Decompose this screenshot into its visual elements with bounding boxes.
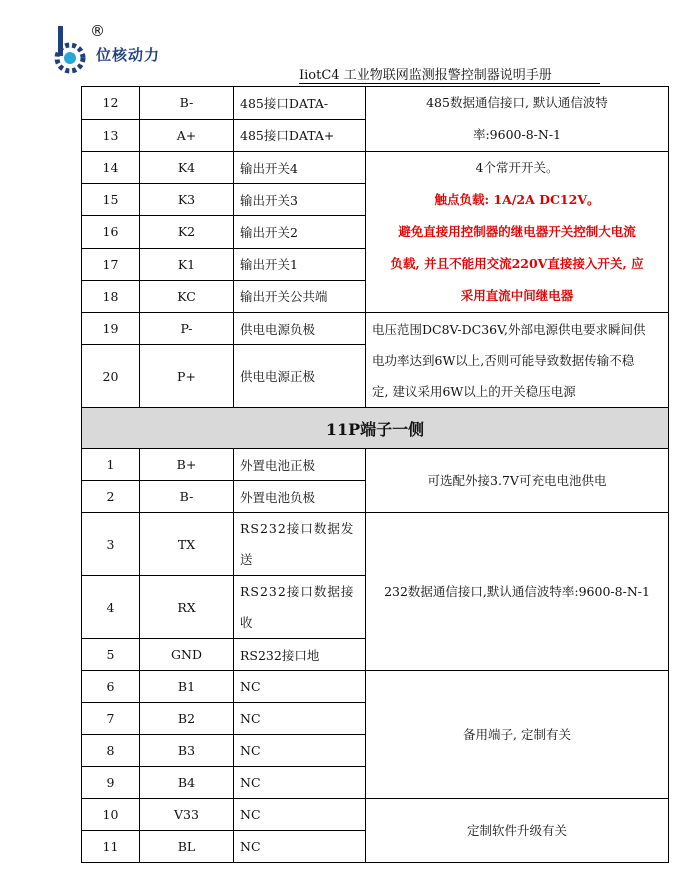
table-row — [82, 152, 669, 184]
pin-number: 1 — [82, 449, 140, 481]
pin-name: RX — [140, 576, 234, 639]
table-row — [82, 87, 669, 120]
pin-name: K2 — [140, 216, 234, 248]
pin-name: K3 — [140, 184, 234, 216]
pin-number: 14 — [82, 152, 140, 184]
brand-name: 位核动力 — [96, 46, 161, 64]
pin-description-spare: 备用端子, 定制有关 — [366, 671, 669, 799]
desc-line-warning: 负载, 并且不能用交流220V直接接入开关, 应 — [390, 256, 644, 271]
pin-function: 输出开关4 — [234, 152, 366, 184]
pin-description-232: 232数据通信接口,默认通信波特率:9600-8-N-1 — [366, 513, 669, 671]
desc-line: 485数据通信接口, 默认通信波特 — [426, 95, 608, 110]
pin-number: 4 — [82, 576, 140, 639]
pin-function — [234, 576, 366, 639]
pin-number: 13 — [82, 119, 140, 152]
func-line: 收 — [240, 615, 254, 630]
desc-line: 定, 建议采用6W以上的开关稳压电源 — [372, 383, 576, 399]
pin-function: 供电电源正极 — [234, 345, 366, 408]
pin-name: P+ — [140, 345, 234, 408]
desc-line: 率:9600-8-N-1 — [472, 127, 562, 142]
pin-description-upgrade: 定制软件升级有关 — [366, 799, 669, 863]
desc-line-warning: 避免直接用控制器的继电器开关控制大电流 — [398, 224, 636, 239]
section-title: 11P端子一侧 — [82, 408, 669, 449]
pin-name: B+ — [140, 449, 234, 481]
desc-line-warning: 采用直流中间继电器 — [460, 288, 574, 303]
pin-number: 15 — [82, 184, 140, 216]
pin-number: 10 — [82, 799, 140, 831]
table-row — [82, 313, 669, 345]
registered-mark: ® — [90, 22, 105, 40]
pin-definition-table — [81, 86, 669, 863]
document-title: IiotC4 工业物联网监测报警控制器说明手册 — [299, 68, 552, 83]
pin-function: 输出开关1 — [234, 248, 366, 280]
pin-function: 输出开关3 — [234, 184, 366, 216]
pin-name: B1 — [140, 671, 234, 703]
pin-name: K1 — [140, 248, 234, 280]
table-row — [82, 799, 669, 831]
pin-function: 输出开关公共端 — [234, 280, 366, 312]
pin-function: NC — [234, 735, 366, 767]
pin-function — [234, 513, 366, 576]
pin-number: 17 — [82, 248, 140, 280]
header-rule — [299, 83, 600, 84]
pin-function: NC — [234, 799, 366, 831]
func-line: 送 — [240, 552, 254, 567]
logo-gear-icon — [44, 22, 96, 74]
pin-description-485 — [366, 87, 669, 152]
desc-line: 电压范围DC8V-DC36V,外部电源供电要求瞬间供 — [372, 321, 646, 337]
pin-name: K4 — [140, 152, 234, 184]
pin-number: 11 — [82, 831, 140, 863]
pin-function: RS232接口地 — [234, 639, 366, 671]
pin-number: 7 — [82, 703, 140, 735]
table-row — [82, 513, 669, 576]
pin-name: TX — [140, 513, 234, 576]
pin-description-power — [366, 313, 669, 408]
pin-name: KC — [140, 280, 234, 312]
desc-line-warning: 触点负载: 1A/2A DC12V。 — [434, 192, 600, 207]
pin-number: 18 — [82, 280, 140, 312]
pin-number: 16 — [82, 216, 140, 248]
pin-name: A+ — [140, 119, 234, 152]
pin-name: BL — [140, 831, 234, 863]
pin-name: B- — [140, 87, 234, 120]
pin-function: NC — [234, 703, 366, 735]
pin-name: B- — [140, 481, 234, 513]
func-line: RS232接口数据接 — [240, 584, 355, 599]
pin-function: NC — [234, 767, 366, 799]
pin-number: 12 — [82, 87, 140, 120]
pin-function: 外置电池负极 — [234, 481, 366, 513]
pin-number: 8 — [82, 735, 140, 767]
table-row — [82, 449, 669, 481]
pin-number: 3 — [82, 513, 140, 576]
desc-line: 电功率达到6W以上,否则可能导致数据传输不稳 — [372, 352, 635, 368]
pin-description-battery: 可选配外接3.7V可充电电池供电 — [366, 449, 669, 513]
pin-number: 19 — [82, 313, 140, 345]
pin-function: 485接口DATA+ — [234, 119, 366, 152]
pin-number: 2 — [82, 481, 140, 513]
pin-number: 6 — [82, 671, 140, 703]
pin-function: 485接口DATA- — [234, 87, 366, 120]
section-header-row — [82, 408, 669, 449]
pin-function: NC — [234, 671, 366, 703]
pin-number: 9 — [82, 767, 140, 799]
pin-description-switch — [366, 152, 669, 313]
pin-function: 外置电池正极 — [234, 449, 366, 481]
pin-number: 20 — [82, 345, 140, 408]
pin-name: B3 — [140, 735, 234, 767]
pin-number: 5 — [82, 639, 140, 671]
pin-name: GND — [140, 639, 234, 671]
pin-function: 输出开关2 — [234, 216, 366, 248]
func-line: RS232接口数据发 — [240, 521, 355, 536]
desc-line: 4个常开开关。 — [475, 160, 559, 175]
pin-function: NC — [234, 831, 366, 863]
pin-name: B2 — [140, 703, 234, 735]
pin-name: V33 — [140, 799, 234, 831]
pin-name: P- — [140, 313, 234, 345]
table-row — [82, 671, 669, 703]
pin-function: 供电电源负极 — [234, 313, 366, 345]
pin-name: B4 — [140, 767, 234, 799]
